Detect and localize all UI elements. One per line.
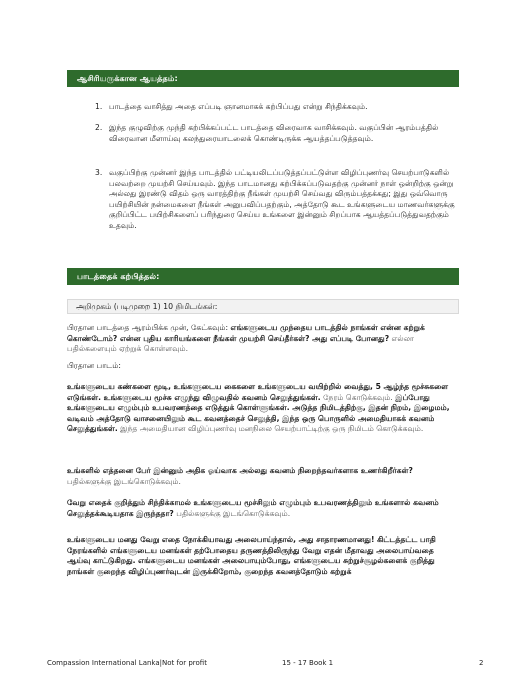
reflection-question-1 [67,466,459,487]
footer-book: 15 - 17 Book 1 [282,659,334,667]
intro-prompt: பிரதான பாடத்தை ஆரம்பிக்க முன், கேட்கவும்: [67,323,231,332]
time-note: நேரம் கொடுக்கவும். [320,392,396,402]
list-item-number: 1. [95,102,103,111]
main-lesson-paragraph [67,382,459,435]
intro-instruction: எல்லா பதில்களையும் ஏற்றுக் கொள்ளவும். [67,333,415,354]
explanation-text: உங்களுடைய மனது வேறு எதை நோக்கியாவது அலைபாய்ந்தால், அது சாதாரணமானது! கிட்டத்தட்ட பாதி நேரங்களில் எங்களுடைய மனங்கள் தற்போதைய தருணத்திலிருந்து வேறு எதன் மீதாவது அலைபாய்வதை ஆய்வு காட்டுகிறது. எங்களுடைய மனங்கள் அலைபாயும்போது, எங்களுடைய சுற்றுச்சூழல்களைக் குறித்து நாங்கள் குறைந்த விழிப்புணர்வுடன் இருக்கிறோம், குறைந்த கவனத்தோடும் கற்றுக் [67,535,436,576]
intro-paragraph [67,323,459,355]
list-item-text: பாடத்தை வாசித்து அதை எப்படி ஞானமாகக் கற்பிப்பது என்று சிந்திக்கவும். [109,102,368,111]
main-lesson-label: பிரதான பாடம்: [67,361,121,370]
question-text: உங்களில் எத்தனை பேர் இன்னும் அதிக ஓய்வாக அல்லது கவனம் நிறைந்தவர்களாக உணர்கிறீர்கள்? [67,466,413,475]
intro-questions: எங்களுடைய முந்தைய பாடத்தில் நாங்கள் என்ன கற்றுக் கொண்டோம்? என்ன புதிய காரியங்களை நீங்கள் முயற்சி செய்தீர்கள்? அது எப்படி போனது? [67,323,425,343]
intro-step-box: அறிமுகம் (படிமுறை 1) 10 நிமிடங்கள்: [67,299,459,314]
question-text: வேறு எதைக் குறித்தும் சிந்திக்காமல் உங்களுடைய மூச்சிலும் எழும்பும் உபவரணத்திலும் உங்களால் கவனம் செலுத்தக்கூடியதாக இருந்ததா? [67,498,439,518]
list-item-text: வகுப்பிற்கு முன்னர் இந்த பாடத்தில் பட்டியலிடப்படுத்தப்பட்டுள்ள விழிப்புணர்வு செயற்பாடுகளில் பலவற்றை முயற்சி செய்யவும். இந்த பாடமானது கற்பிக்கப்படுவதற்கு முன்னர் நாள் ஒன்றிற்கு ஒன்று அல்லது இரண்டு விதம் ஒரு வாரத்திற்கு நீங்கள் முயற்சி செய்வது விரும்பத்தக்கது; இது ஒவ்வொரு பயிற்சியின் நன்மைகளை நீங்கள் அனுபவிப்பதற்கும், அத்தோடு கூட உங்களுடைய மாணவர்களுக்கு குறிப்பிட்ட பயிற்சிகளைப் பரிந்துரை செய்ய உங்களை இன்னும் சிறப்பாக ஆயத்தப்படுத்துவதற்கும் உதவும். [109,168,455,230]
list-item-text: இந்த குழுவிற்கு முந்தி கற்பிக்கப்பட்ட பாடத்தை விரைவாக வாசிக்கவும். வகுப்பின் ஆரம்பத்தில் விரைவான மீளாய்வு கலந்துரையாடலைக் கொண்டிருக்க ஆயத்தப்படுத்தவும். [109,123,439,143]
reflection-question-2 [67,498,459,519]
page-number: 2 [479,659,484,667]
response-note: பதில்களுக்கு இடங்கொடுக்கவும். [67,476,181,486]
mind-wandering-paragraph [67,535,459,577]
list-item-number: 2. [95,123,103,132]
footer-organization: Compassion International Lanka|Not for profit [47,659,207,667]
activity-note: இந்த அமைதியான விழிப்புணர்வு மனநிலை செயற்பாட்டிற்கு ஒரு நிமிடம் கொடுக்கவும். [117,424,424,434]
teacher-prep-heading: ஆசிரியருக்கான ஆயத்தம்: [67,70,459,87]
teaching-heading: பாடத்தைக் கற்பித்தல்: [67,268,459,285]
list-item-number: 3. [95,168,103,177]
focus-instruction: இப்போது உங்களுடைய எழும்பும் உபவரணத்தை எடுத்துக் கொள்ளுங்கள். அடுத்த நிமிடத்திற்கு, இதன் நிறம், இழைமம், வடிவம் அத்தோடு வாசனையிலும் கூட கவனத்தைச் செலுத்தி, இந்த ஒரு பொருளில் அமைதியாகக் கவனம் செலுத்துங்கள். [67,392,450,434]
breathing-instruction: உங்களுடைய கண்களை மூடி, உங்களுடைய கைகளை உங்களுடைய வயிற்றில் வைத்து, 5 ஆழ்ந்த மூச்சுகளை எடுங்கள். உங்களுடைய மூச்சு எழுந்து விழுவதில் கவனம் செலுத்துங்கள். [67,382,449,402]
response-note: பதில்களுக்கு இடங்கொடுக்கவும். [173,508,291,518]
